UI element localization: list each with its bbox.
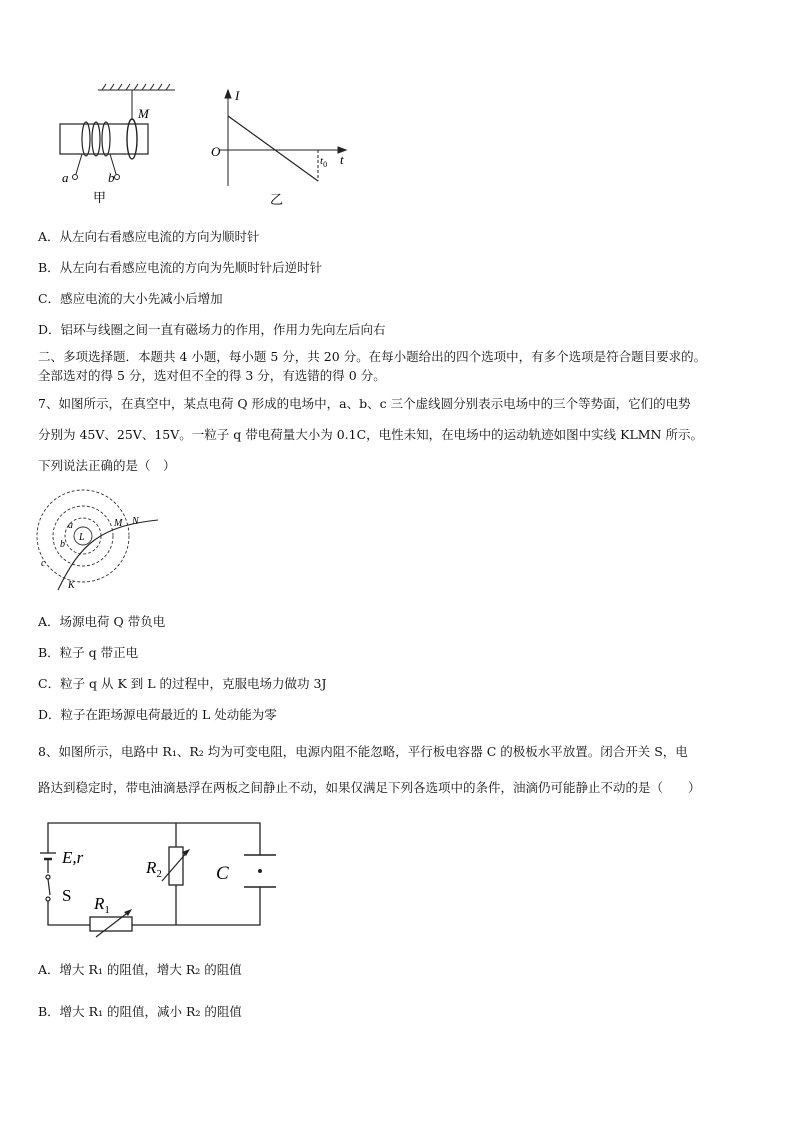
caption-jia: 甲: [93, 190, 107, 205]
q6-option-d: D．铝环与线圈之间一直有磁场力的作用，作用力先向左后向右: [38, 322, 386, 337]
q6-option-c: C．感应电流的大小先减小后增加: [38, 291, 223, 306]
q6-option-b: B．从左向右看感应电流的方向为先顺时针后逆时针: [38, 260, 323, 275]
origin-label: O: [211, 144, 221, 159]
axis-I-label: I: [235, 88, 240, 103]
axis-t-label: t: [340, 152, 344, 167]
emf-label: E,r: [62, 848, 84, 867]
ring-label: M: [138, 106, 149, 121]
label-M: M: [114, 518, 123, 529]
label-b: b: [60, 539, 65, 550]
q7-option-d: D．粒子在距场源电荷最近的 L 处动能为零: [38, 707, 277, 722]
terminal-b-label: b: [108, 170, 115, 185]
q8-option-b: B．增大 R₁ 的阻值，减小 R₂ 的阻值: [38, 1004, 242, 1019]
label-K: K: [68, 580, 75, 591]
figure-circuit: [40, 815, 280, 945]
resistor-R2: [169, 847, 183, 885]
q7-option-b: B．粒子 q 带正电: [38, 645, 139, 660]
q7-option-c: C．粒子 q 从 K 到 L 的过程中，克服电场力做功 3J: [38, 676, 327, 691]
caption-yi: 乙: [270, 192, 284, 207]
label-a: a: [68, 520, 73, 531]
terminal-a-label: a: [62, 170, 69, 185]
ceiling-support: [98, 84, 175, 120]
q8-option-a: A．增大 R₁ 的阻值，增大 R₂ 的阻值: [38, 962, 242, 977]
q7-stem-line1: 7、如图所示，在真空中，某点电荷 Q 形成的电场中，a、b、c 三个虚线圆分别表示电场中的三个等势面，它们的电势: [38, 396, 691, 411]
q7-stem-line3: 下列说法正确的是（ ）: [38, 458, 176, 473]
label-N: N: [132, 516, 139, 527]
section2-heading-line1: 二、多项选择题．本题共 4 小题，每小题 5 分，共 20 分。在每小题给出的四个选项中，有多个选项是符合题目要求的。: [38, 349, 707, 364]
R2-label: $R_2$: [146, 858, 162, 880]
battery: [40, 853, 56, 873]
switch-S: [46, 875, 50, 901]
figure-coil-and-current-graph: [50, 82, 370, 212]
q7-stem-line2: 分别为 45V、25V、15V。一粒子 q 带电荷量大小为 0.1C，电性未知，在电场中的运动轨迹如图中实线 KLMN 所示。: [38, 427, 703, 442]
solenoid-core: [60, 124, 148, 154]
q7-option-a: A．场源电荷 Q 带负电: [38, 614, 166, 629]
q8-stem-line2: 路达到稳定时，带电油滴悬浮在两板之间静止不动，如果仅满足下列各选项中的条件，油滴仍可能静止不动的是（ ）: [38, 780, 701, 795]
q6-option-a: A．从左向右看感应电流的方向为顺时针: [38, 229, 260, 244]
label-L: L: [79, 532, 85, 543]
label-c: c: [41, 558, 46, 569]
capacitor-label: C: [216, 863, 229, 884]
oil-droplet: [258, 869, 262, 873]
q8-stem-line1: 8、如图所示，电路中 R₁、R₂ 均为可变电阻，电源内阻不能忽略，平行板电容器 C 的极板水平放置。闭合开关 S，电: [38, 744, 688, 759]
aluminum-ring: [127, 119, 137, 159]
coil-windings: [82, 122, 110, 156]
R1-label: $R_1$: [94, 894, 110, 916]
resistor-R1: [90, 917, 132, 931]
section2-heading-line2: 全部选对的得 5 分，选对但不全的得 3 分，有选错的得 0 分。: [38, 368, 386, 383]
t0-label: $t_0$: [320, 155, 328, 169]
circuit-wire-bottom-right: [132, 887, 260, 925]
current-time-graph: [220, 90, 346, 186]
figure-equipotential-circles: [30, 484, 170, 594]
switch-label: S: [62, 886, 72, 905]
